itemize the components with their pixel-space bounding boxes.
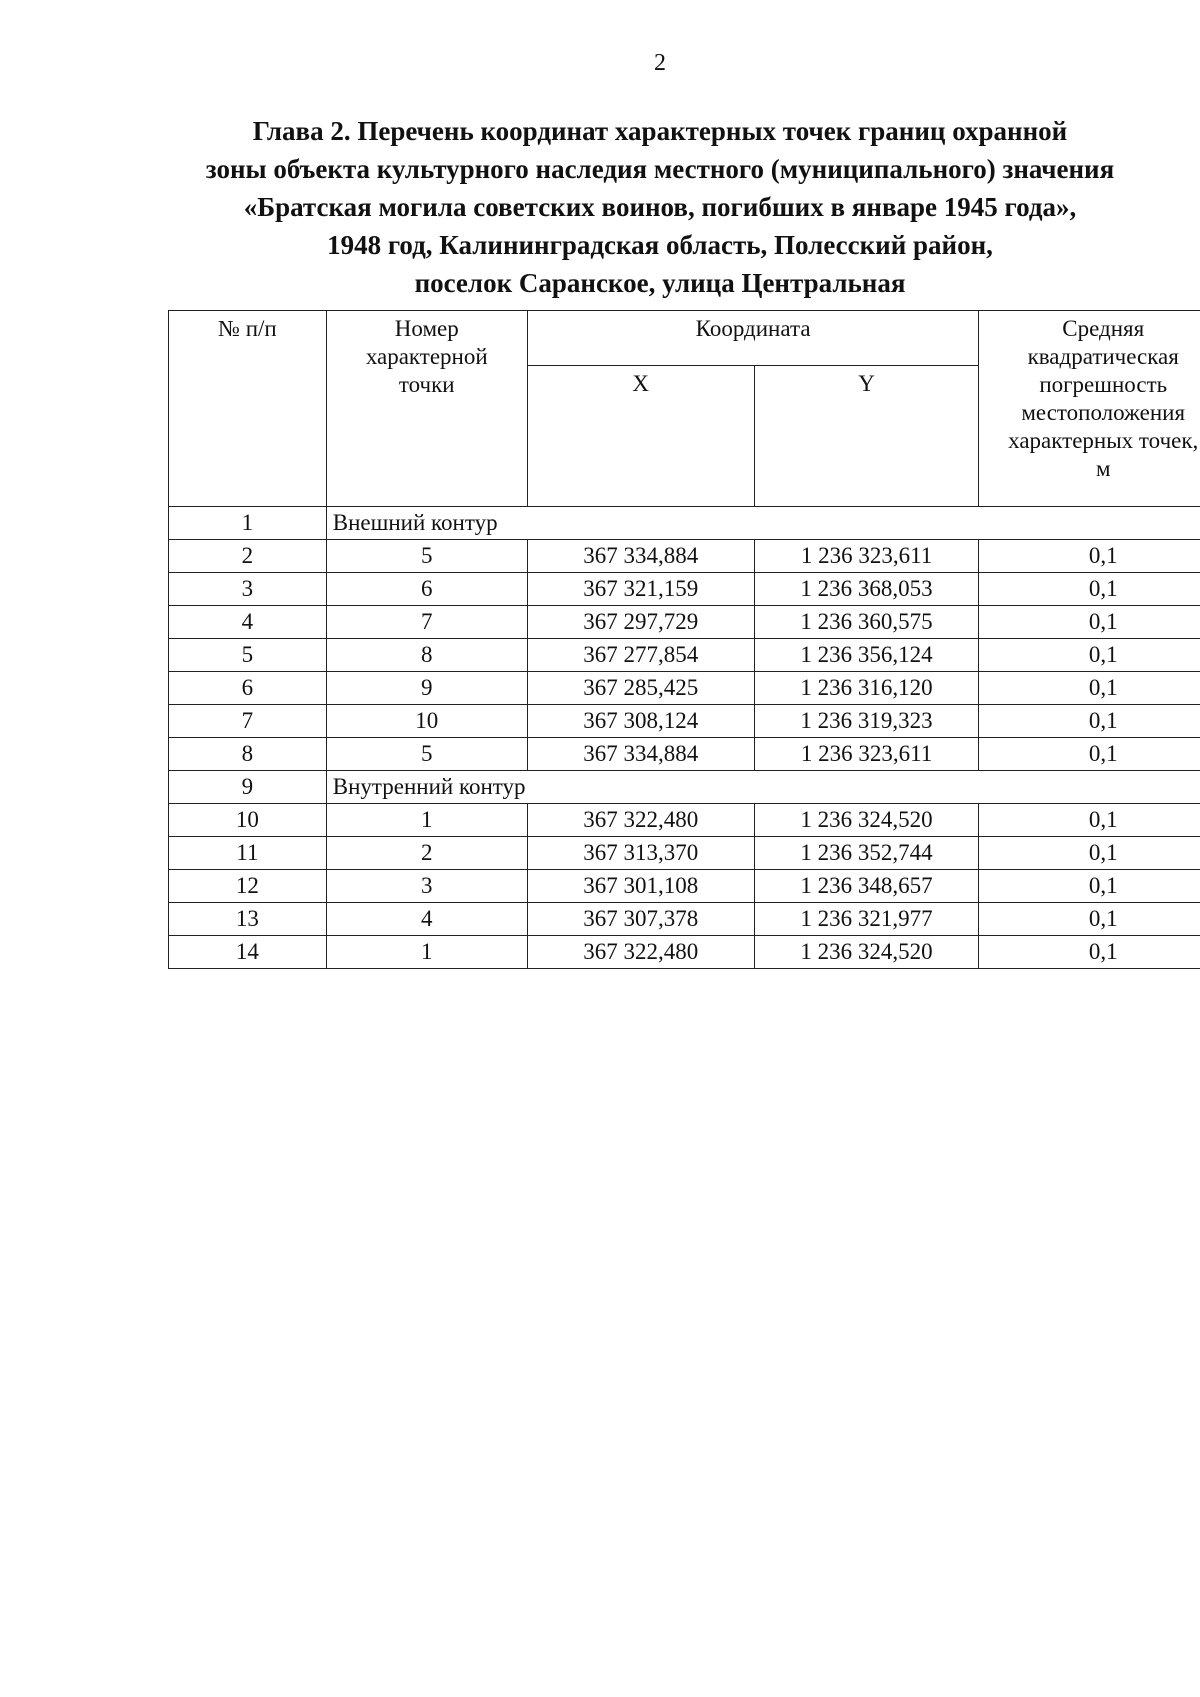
table-row: [169, 672, 1200, 705]
cell-point: 7: [326, 606, 527, 639]
header-num: № п/п: [169, 311, 327, 507]
table-row: [169, 936, 1200, 969]
table-row: [169, 870, 1200, 903]
cell-section-label: Внешний контур: [326, 507, 1200, 540]
page-number: 2: [654, 50, 666, 76]
cell-point: 8: [326, 639, 527, 672]
cell-num: 7: [169, 705, 327, 738]
cell-y: 1 236 348,657: [754, 870, 979, 903]
cell-error: 0,1: [979, 903, 1200, 936]
table-row: [169, 540, 1200, 573]
table-row: [169, 573, 1200, 606]
cell-point: 5: [326, 540, 527, 573]
cell-num: 6: [169, 672, 327, 705]
cell-error: 0,1: [979, 672, 1200, 705]
cell-num: 5: [169, 639, 327, 672]
table-row: [169, 837, 1200, 870]
table-row: [169, 903, 1200, 936]
title-line: зоны объекта культурного наследия местного (муниципального) значения: [205, 154, 1115, 184]
table-body: [169, 507, 1200, 969]
cell-num: 11: [169, 837, 327, 870]
cell-error: 0,1: [979, 540, 1200, 573]
cell-x: 367 307,378: [527, 903, 754, 936]
table-row: [169, 507, 1200, 540]
cell-num: 8: [169, 738, 327, 771]
cell-x: 367 277,854: [527, 639, 754, 672]
cell-y: 1 236 323,611: [754, 738, 979, 771]
cell-error: 0,1: [979, 837, 1200, 870]
cell-point: 10: [326, 705, 527, 738]
cell-x: 367 301,108: [527, 870, 754, 903]
table-row: [169, 705, 1200, 738]
cell-point: 1: [326, 936, 527, 969]
table-row: [169, 738, 1200, 771]
cell-num: 14: [169, 936, 327, 969]
cell-x: 367 313,370: [527, 837, 754, 870]
cell-y: 1 236 319,323: [754, 705, 979, 738]
cell-y: 1 236 321,977: [754, 903, 979, 936]
cell-section-label: Внутренний контур: [326, 771, 1200, 804]
cell-error: 0,1: [979, 936, 1200, 969]
cell-x: 367 285,425: [527, 672, 754, 705]
coordinates-table: [168, 310, 1200, 969]
table-row: [169, 639, 1200, 672]
cell-num: 9: [169, 771, 327, 804]
cell-y: 1 236 356,124: [754, 639, 979, 672]
cell-num: 4: [169, 606, 327, 639]
document-title: [130, 112, 1190, 302]
cell-point: 6: [326, 573, 527, 606]
cell-x: 367 322,480: [527, 936, 754, 969]
cell-x: 367 334,884: [527, 540, 754, 573]
cell-point: 3: [326, 870, 527, 903]
cell-num: 12: [169, 870, 327, 903]
cell-y: 1 236 368,053: [754, 573, 979, 606]
header-point: Номер характерной точки: [326, 311, 527, 507]
cell-point: 5: [326, 738, 527, 771]
table-row: [169, 606, 1200, 639]
table-row: [169, 771, 1200, 804]
cell-num: 13: [169, 903, 327, 936]
cell-error: 0,1: [979, 705, 1200, 738]
cell-point: 4: [326, 903, 527, 936]
cell-y: 1 236 316,120: [754, 672, 979, 705]
cell-error: 0,1: [979, 606, 1200, 639]
cell-error: 0,1: [979, 573, 1200, 606]
cell-error: 0,1: [979, 870, 1200, 903]
cell-x: 367 297,729: [527, 606, 754, 639]
cell-y: 1 236 323,611: [754, 540, 979, 573]
cell-error: 0,1: [979, 639, 1200, 672]
header-coordinate: Координата: [527, 311, 979, 366]
cell-y: 1 236 324,520: [754, 936, 979, 969]
cell-y: 1 236 360,575: [754, 606, 979, 639]
cell-error: 0,1: [979, 804, 1200, 837]
title-line: 1948 год, Калининградская область, Полесский район,: [327, 230, 993, 260]
cell-x: 367 308,124: [527, 705, 754, 738]
cell-x: 367 334,884: [527, 738, 754, 771]
cell-point: 2: [326, 837, 527, 870]
cell-point: 1: [326, 804, 527, 837]
title-line: поселок Саранское, улица Центральная: [414, 268, 906, 298]
cell-num: 2: [169, 540, 327, 573]
header-x: X: [527, 366, 754, 507]
cell-x: 367 321,159: [527, 573, 754, 606]
cell-y: 1 236 324,520: [754, 804, 979, 837]
cell-point: 9: [326, 672, 527, 705]
cell-x: 367 322,480: [527, 804, 754, 837]
table-row: [169, 804, 1200, 837]
cell-num: 10: [169, 804, 327, 837]
title-line: «Братская могила советских воинов, погибших в январе 1945 года»,: [243, 192, 1077, 222]
title-line: Глава 2. Перечень координат характерных точек границ охранной: [252, 116, 1068, 146]
cell-y: 1 236 352,744: [754, 837, 979, 870]
cell-num: 3: [169, 573, 327, 606]
cell-error: 0,1: [979, 738, 1200, 771]
header-y: Y: [754, 366, 979, 507]
cell-num: 1: [169, 507, 327, 540]
header-error: Средняя квадратическая погрешность местоположения характерных точек, м: [979, 311, 1200, 507]
